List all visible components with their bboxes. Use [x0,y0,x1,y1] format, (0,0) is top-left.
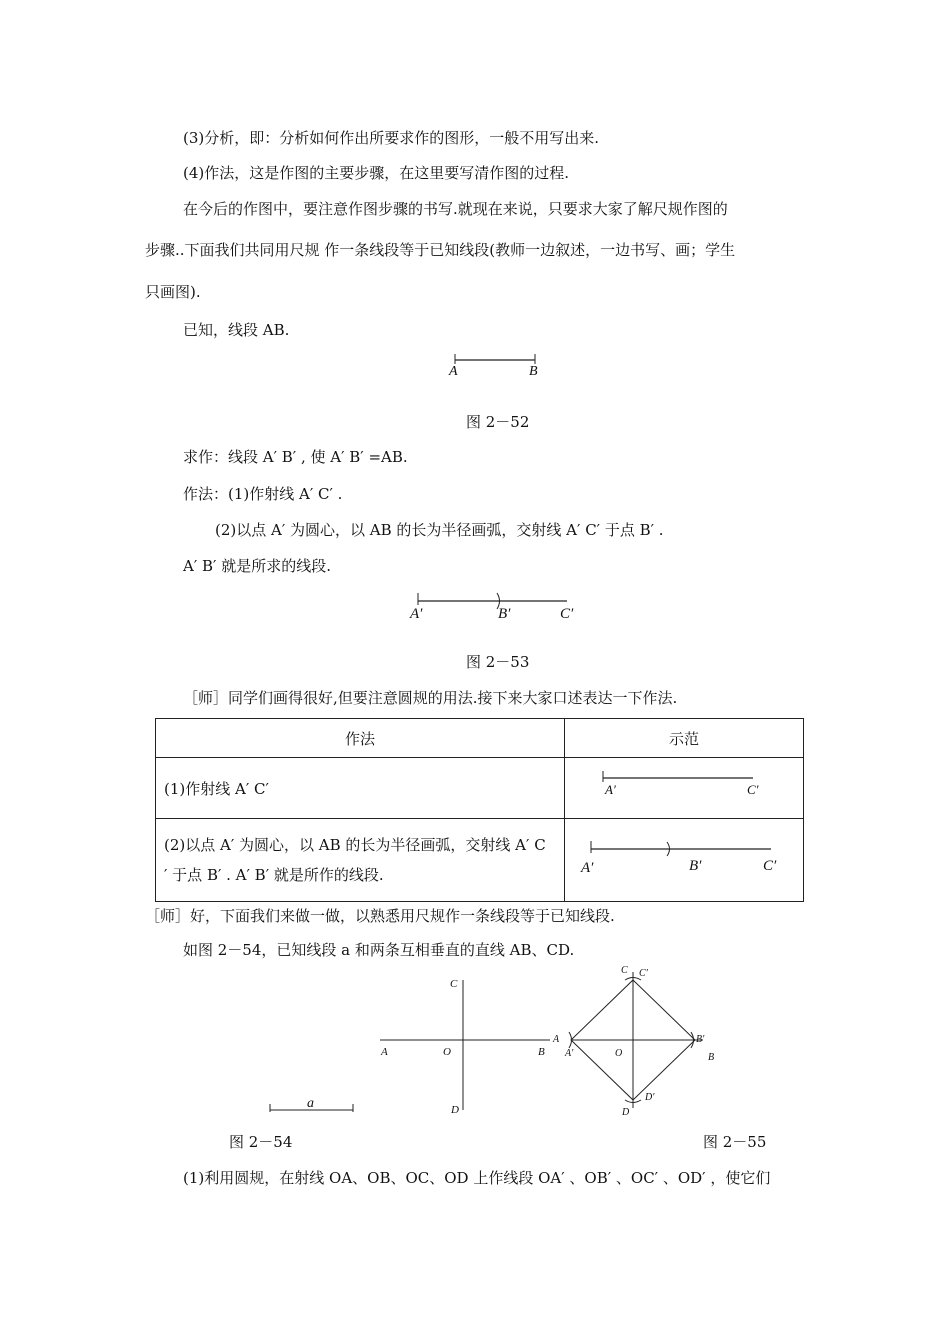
fig55-label-b: B [708,1052,715,1063]
row2-method-line2: ′ 于点 B′ . A′ B′ 就是所作的线段. [164,866,384,884]
table-cell-demo [565,758,804,819]
fig54-label-c: C [450,978,458,990]
figure-2-52-caption: 图 2－52 [466,413,530,431]
fig54-label-b: B [538,1046,545,1058]
paragraph-method: (4)作法，这是作图的主要步骤，在这里要写清作图的过程. [183,164,570,182]
row1-method-text: (1)作射线 A′ C′ [164,779,269,798]
fig55-label-a-prime: A′ [565,1048,574,1059]
table-header-demo: 示范 [565,719,804,758]
figure-2-55-caption: 图 2－55 [703,1133,767,1151]
row2-label-b: B′ [689,858,702,874]
example-statement: 如图 2－54，已知线段 a 和两条互相垂直的直线 AB、CD. [183,941,575,959]
fig55-label-d: D [622,1107,630,1118]
fig54-label-a: A [381,1046,388,1058]
require-statement: 求作：线段 A′ B′ , 使 A′ B′ =AB. [183,448,408,466]
conclusion-statement: A′ B′ 就是所求的线段. [183,557,331,575]
fig52-label-a: A [449,364,458,379]
table-cell-demo [565,819,804,902]
paragraph-intro-line1: 在今后的作图中，要注意作图步骤的书写.就现在来说，只要求大家了解尺规作图的 [183,200,728,218]
table-header-method: 作法 [156,719,565,758]
method-step2: (2)以点 A′ 为圆心，以 AB 的长为半径画弧，交射线 A′ C′ 于点 B′ . [215,521,664,539]
row2-method-line1: (2)以点 A′ 为圆心，以 AB 的长为半径画弧，交射线 A′ C [164,836,546,854]
method-step1: 作法：(1)作射线 A′ C′ . [183,485,343,503]
paragraph-intro-line3: 只画图). [145,283,201,301]
fig55-label-d-prime: D′ [645,1092,655,1103]
figure-2-55 [548,960,728,1120]
segment-a-label: a [307,1096,314,1111]
row1-label-c: C′ [747,782,759,797]
fig55-label-c-prime: C′ [639,968,648,979]
figure-2-54-caption: 图 2－54 [229,1133,293,1151]
fig53-label-b: B′ [498,606,511,622]
fig55-label-a: A [553,1034,560,1045]
fig52-label-b: B [529,364,538,379]
figure-2-53 [405,590,585,625]
step1-statement: (1)利用圆规，在射线 OA、OB、OC、OD 上作线段 OA′ 、OB′ 、OC′ 、OD′ ，使它们 [183,1169,771,1187]
figure-2-52 [445,350,565,380]
row2-label-a: A′ [581,860,594,876]
row2-label-c: C′ [763,858,777,874]
fig54-label-o: O [443,1046,451,1058]
row1-demo-figure [573,766,773,806]
teacher-remark-1: ［师］同学们画得很好,但要注意圆规的用法.接下来大家口述表达一下作法. [183,689,678,707]
fig55-label-o: O [615,1048,623,1059]
figure-2-54 [375,975,575,1115]
table-cell-method [156,819,565,902]
figure-2-53-caption: 图 2－53 [466,653,530,671]
fig55-label-b-prime: B′ [696,1034,705,1045]
teacher-remark-2: ［师］好，下面我们来做一做，以熟悉用尺规作一条线段等于已知线段. [145,907,615,925]
method-demo-table [155,718,804,902]
row1-label-a: A′ [605,782,616,797]
table-row [156,758,804,819]
fig53-label-a: A′ [410,606,423,622]
row2-demo-figure [573,837,795,879]
fig53-label-c: C′ [560,606,574,622]
table-cell-method [156,758,565,819]
fig55-label-c: C [621,965,628,976]
paragraph-intro-line2: 步骤..下面我们共同用尺规 作一条线段等于已知线段(教师一边叙述，一边书写、画；学生 [145,241,736,259]
given-statement: 已知，线段 AB. [183,321,290,339]
table-row [156,819,804,902]
paragraph-analysis: (3)分析，即：分析如何作出所要求作的图形，一般不用写出来. [183,129,600,147]
fig54-label-d: D [451,1104,459,1116]
table-header-row [156,719,804,758]
segment-a-figure [265,1092,365,1122]
